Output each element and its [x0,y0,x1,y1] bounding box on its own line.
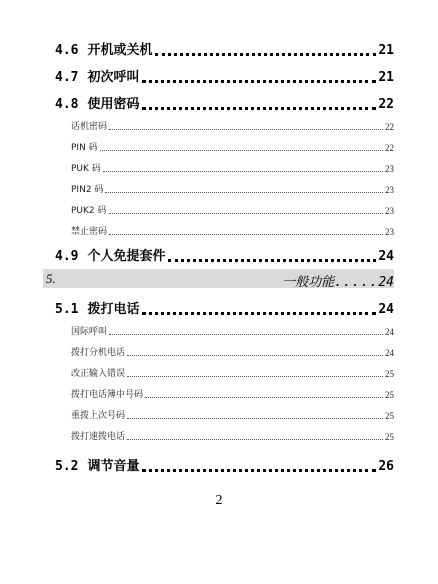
toc-chapter-5[interactable] [43,269,394,288]
dot-leader [145,390,383,400]
toc-entry-4-8[interactable] [55,94,394,112]
toc-subentry[interactable] [71,325,394,337]
entry-number: 5.1 [55,302,79,317]
dot-leader [105,185,383,195]
toc-subentry[interactable] [71,183,394,195]
toc-subentry[interactable] [71,225,394,237]
toc-entry-5-2[interactable] [55,456,394,474]
dot-leader [127,369,383,379]
entry-number: 5.2 [55,459,79,474]
toc-subentry[interactable] [71,120,394,132]
toc-subentry[interactable] [71,204,394,216]
entry-title: 使用密码 [87,97,140,112]
subentry-title: PIN 码 [71,143,98,153]
subentry-page: 23 [385,227,394,237]
dot-leader [127,348,383,358]
subentry-title: 话机密码 [71,122,108,132]
entry-title: 个人免提套件 [87,249,166,264]
dot-leader [109,206,383,216]
dot-leader [109,122,383,132]
subentry-page: 24 [385,348,394,358]
subentry-page: 23 [385,164,394,174]
dot-leader [127,411,383,421]
entry-number: 4.9 [55,249,79,264]
dot-leader [109,227,383,237]
toc-subentry[interactable] [71,367,394,379]
dot-leader [142,71,377,85]
subentry-title: 拨打电话簿中号码 [71,390,144,400]
entry-page: 22 [378,97,394,112]
subentry-title: 拨打速拨电话 [71,432,126,442]
toc-subentry[interactable] [71,346,394,358]
dot-leader [103,164,383,174]
entry-number: 4.6 [55,43,79,58]
toc-subentry[interactable] [71,430,394,442]
entry-page: 21 [378,43,394,58]
entry-page: 24 [378,249,394,264]
chapter-number: 5. [46,271,56,286]
dot-leader [155,44,377,58]
dot-leader [142,303,377,317]
entry-title: 初次呼叫 [87,70,140,85]
subentry-page: 25 [385,411,394,421]
subentry-page: 25 [385,369,394,379]
toc-subentry[interactable] [71,409,394,421]
entry-number: 4.8 [55,97,79,112]
toc-entry-4-7[interactable] [55,67,394,85]
subentry-title: 改正输入错误 [71,369,126,379]
entry-page: 26 [378,459,394,474]
page-number: 2 [215,493,223,508]
entry-number: 4.7 [55,70,79,85]
subentry-page: 25 [385,390,394,400]
subentry-page: 22 [385,143,394,153]
dot-leader [168,250,377,264]
chapter-dots: ..... [334,275,379,290]
toc-entry-5-1[interactable] [55,299,394,317]
toc-entry-4-6[interactable] [55,40,394,58]
chapter-title: 一般功能 [282,275,335,290]
subentry-title: 重拨上次号码 [71,411,126,421]
dot-leader [142,460,377,474]
subentry-page: 23 [385,206,394,216]
toc-entry-4-9[interactable] [55,246,394,264]
subentry-title: 禁止密码 [71,227,108,237]
subentry-page: 24 [385,327,394,337]
subentry-page: 23 [385,185,394,195]
subentry-page: 25 [385,432,394,442]
dot-leader [109,327,383,337]
entry-page: 21 [378,70,394,85]
entry-page: 24 [378,302,394,317]
subentry-title: PUK2 码 [71,206,107,216]
dot-leader [100,143,383,153]
chapter-title-group [282,271,394,290]
dot-leader [127,432,383,442]
chapter-page: 24 [378,275,394,290]
subentry-page: 22 [385,122,394,132]
entry-title: 开机或关机 [87,43,153,58]
subentry-title: 拨打分机电话 [71,348,126,358]
toc-subentry[interactable] [71,141,394,153]
subentry-title: PIN2 码 [71,185,104,195]
subentry-title: PUK 码 [71,164,101,174]
entry-title: 拨打电话 [87,302,140,317]
toc-subentry[interactable] [71,162,394,174]
entry-title: 调节音量 [87,459,140,474]
dot-leader [142,98,377,112]
toc-subentry[interactable] [71,388,394,400]
subentry-title: 国际呼叫 [71,327,108,337]
